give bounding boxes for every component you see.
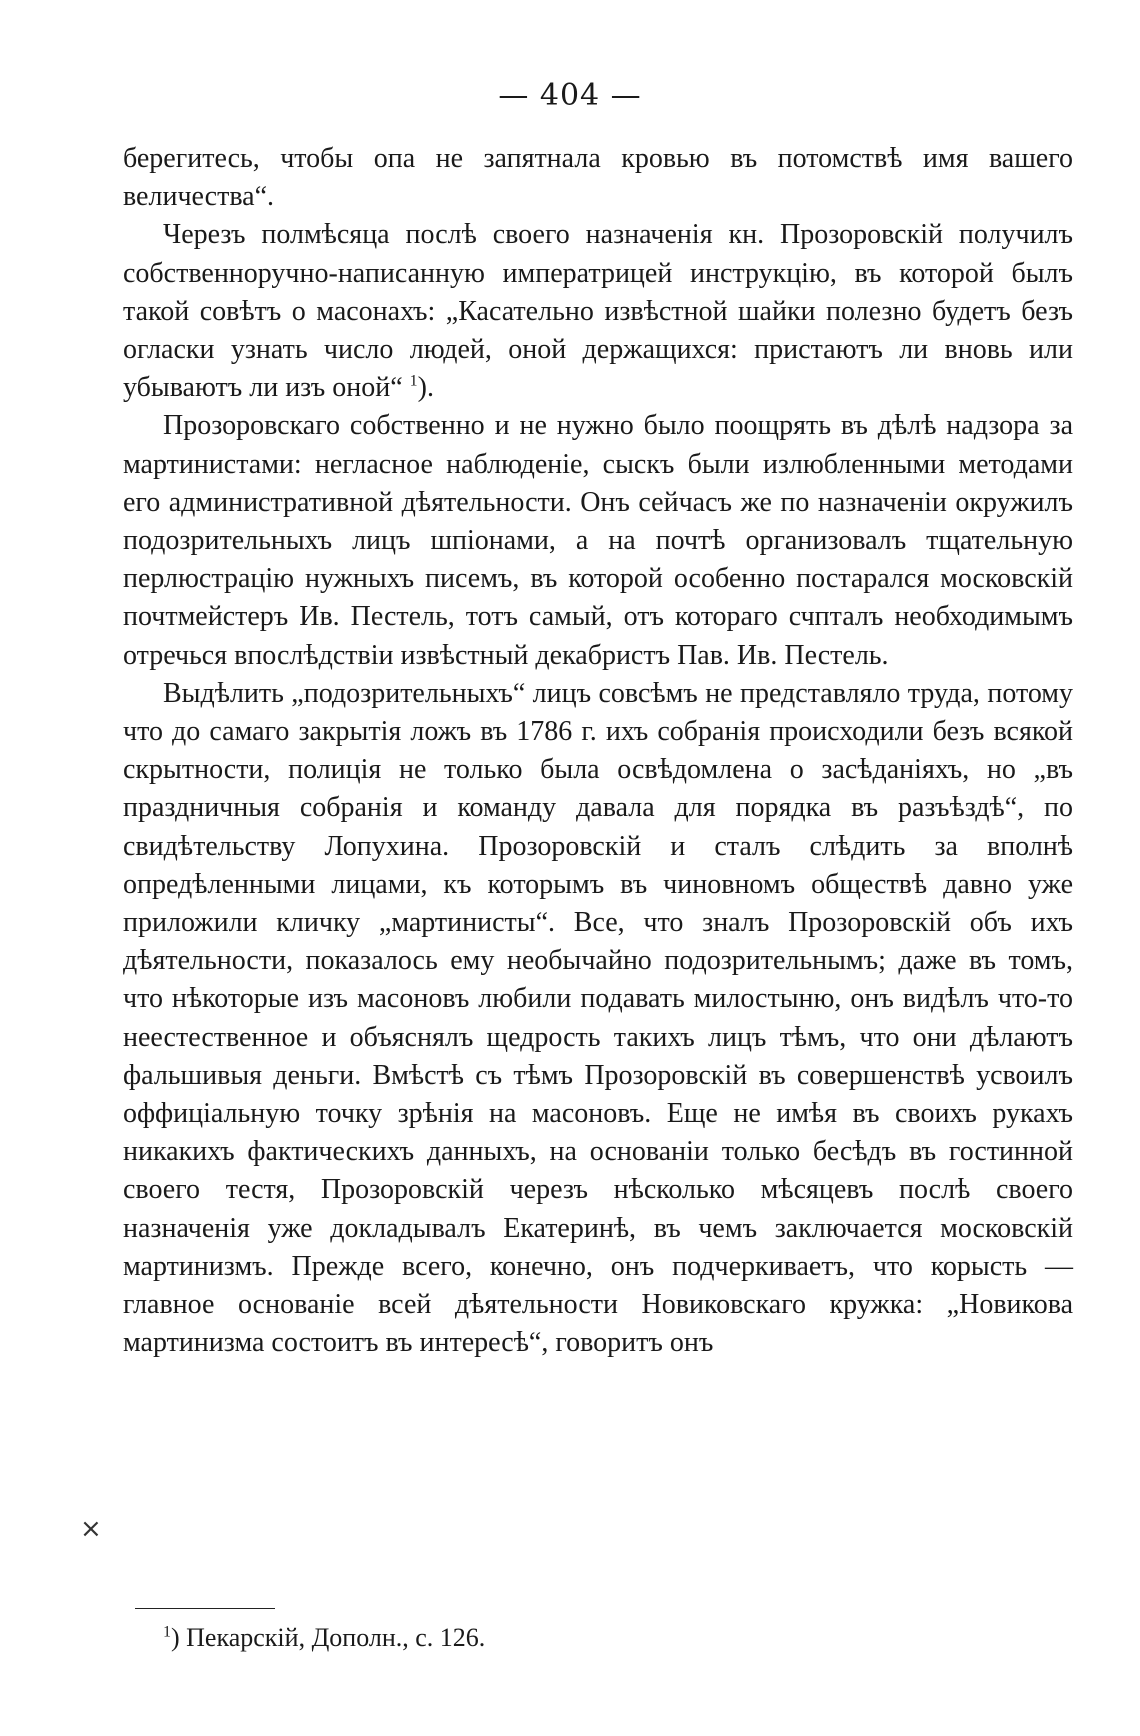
paragraph-text: Черезъ полмѣсяца послѣ своего назначенія кн. Прозоровскій получилъ собственноручно-написанную императрицей инструкцію, въ которой былъ такой совѣтъ о масонахъ: „Касательно извѣстной шайки полезно будетъ безъ огласки узнать число людей, оной держащихся: пристаютъ ли вновь или убываютъ ли изъ оной“ [123,219,1073,404]
paragraph-text: берегитесь, чтобы опа не запятнала кровью въ потомствѣ имя вашего величества“. [123,143,1073,213]
footnote [163,1623,485,1653]
margin-mark: × [80,1514,102,1544]
footnote-divider [135,1608,275,1609]
paragraph-surveillance [123,407,1073,674]
paragraph-suspects [123,675,1073,1363]
paragraph-text: Выдѣлить „подозрительныхъ“ лицъ совсѣмъ не представляло труда, потому что до самаго закрытія ложъ въ 1786 г. ихъ собранія происходили безъ всякой скрытности, полиція не только была освѣдомлена о засѣданіяхъ, но „въ праздничныя собранія и команду давала для порядка въ разъѣздѣ“, по свидѣтельству Лопухина. Прозоровскій и сталъ слѣдить за вполнѣ опредѣленными лицами, къ которымъ въ чиновномъ обществѣ давно уже приложили кличку „мартинисты“. Все, что зналъ Прозоровскій объ ихъ дѣятельности, показалось ему необычайно подозрительнымъ; даже въ томъ, что нѣкоторые изъ масоновъ любили подавать милостыню, онъ видѣлъ что-то неестественное и объяснялъ щедрость такихъ лицъ тѣмъ, что они дѣлаютъ фальшивыя деньги. Вмѣстѣ съ тѣмъ Прозоровскій въ совершенствѣ усвоилъ оффиціальную точку зрѣнія на масоновъ. Еще не имѣя въ своихъ рукахъ никакихъ фактическихъ данныхъ, на основаніи только бесѣдъ въ гостинной своего тестя, Прозоровскій черезъ нѣсколько мѣсяцевъ послѣ своего назначенія уже докладывалъ Екатеринѣ, въ чемъ заключается московскій мартинизмъ. Прежде всего, конечно, онъ подчеркиваетъ, что корысть —главное основаніе всей дѣятельности Новиковскаго кружка: „Новикова мартинизма состоитъ въ интересѣ“, говоритъ онъ [123,677,1073,1359]
paragraph-tail: ). [417,372,434,404]
page-number: — 404 — [498,78,642,113]
footnote-text: ) Пекарскій, Дополн., с. 126. [171,1623,486,1652]
paragraph-instruction [123,216,1073,407]
paragraph-text: Прозоровскаго собственно и не нужно было поощрять въ дѣлѣ надзора за мартинистами: негласное наблюденіе, сыскъ были излюбленными методами его административной дѣятельности. Онъ сейчасъ же по назначеніи окружилъ подозрительныхъ лицъ шпіонами, а на почтѣ организовалъ тщательную перлюстрацію нужныхъ писемъ, въ которой особенно постарался московскій почтмейстеръ Ив. Пестель, тотъ самый, отъ котораго счпталъ необходимымъ отречься впослѣдствіи извѣстный декабристъ Пав. Ив. Пестель. [123,410,1073,671]
paragraph-continuation [123,140,1073,216]
footnote-marker: 1 [163,1623,171,1641]
footnote-reference: 1 [409,372,418,390]
body-text [123,140,1073,1363]
